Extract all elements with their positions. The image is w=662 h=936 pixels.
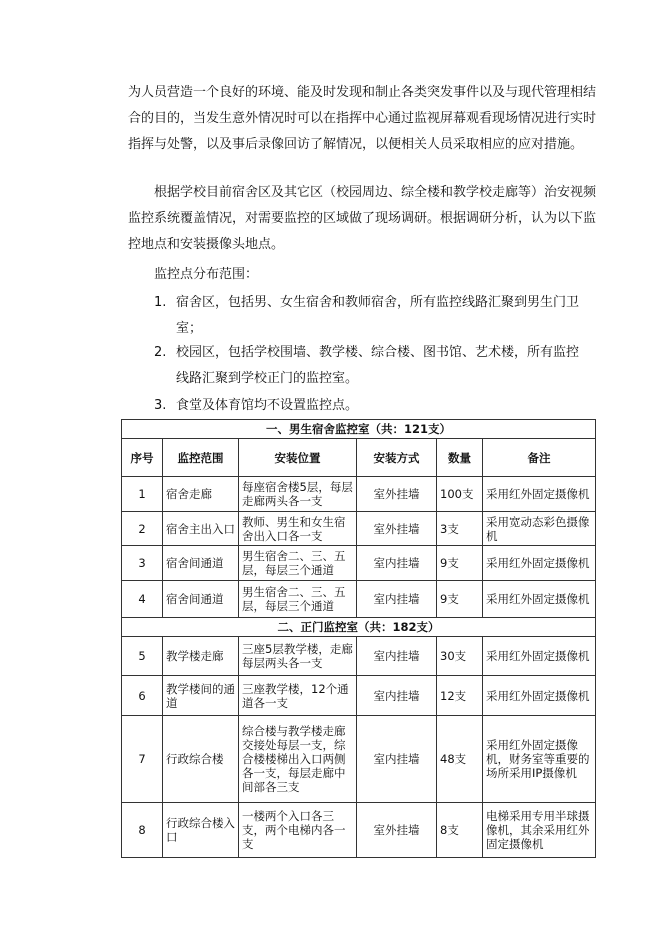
cell-range: 行政综合楼 [163,716,239,803]
cell-index: 4 [122,581,163,618]
cell-method: 室内挂墙 [357,637,437,676]
table-row [122,637,596,676]
cell-quantity: 3支 [437,512,483,546]
cell-method: 室内挂墙 [357,546,437,581]
cell-note: 采用宽动态彩色摄像机 [483,512,596,546]
table-row [122,716,596,803]
header-cell: 监控范围 [163,439,239,477]
cell-note: 采用红外固定摄像机 [483,637,596,676]
cell-index: 3 [122,546,163,581]
header-cell: 备注 [483,439,596,477]
header-cell: 安装方式 [357,439,437,477]
table-section-row [122,618,596,637]
cell-index: 8 [122,803,163,858]
cell-range: 教学楼间的通道 [163,676,239,716]
cell-range: 教学楼走廊 [163,637,239,676]
header-cell: 数量 [437,439,483,477]
cell-location: 每座宿舍楼5层，每层走廊两头各一支 [239,477,357,512]
cell-quantity: 30支 [437,637,483,676]
section-title: 二、正门监控室（共：182支） [122,618,596,637]
cell-note: 采用红外固定摄像机 [483,676,596,716]
cell-method: 室内挂墙 [357,581,437,618]
section-title: 一、男生宿舍监控室（共：121支） [122,420,596,439]
table-row [122,512,596,546]
list-number: 2. [154,345,167,360]
table-row [122,581,596,618]
cell-quantity: 9支 [437,581,483,618]
cell-location: 男生宿舍二、三、五层，每层三个通道 [239,581,357,618]
table-row [122,803,596,858]
cell-range: 宿舍间通道 [163,546,239,581]
cell-range: 宿舍走廊 [163,477,239,512]
cell-location: 男生宿舍二、三、五层，每层三个通道 [239,546,357,581]
cell-quantity: 48支 [437,716,483,803]
cell-method: 室外挂墙 [357,477,437,512]
cell-method: 室外挂墙 [357,803,437,858]
cell-quantity: 12支 [437,676,483,716]
cell-location: 三座5层教学楼，走廊每层两头各一支 [239,637,357,676]
cell-quantity: 100支 [437,477,483,512]
table-section-row [122,420,596,439]
cell-note: 采用红外固定摄像机 [483,546,596,581]
cell-location: 三座教学楼，12个通道各一支 [239,676,357,716]
header-cell: 序号 [122,439,163,477]
cell-index: 7 [122,716,163,803]
cell-method: 室内挂墙 [357,716,437,803]
header-cell: 安装位置 [239,439,357,477]
table-row [122,676,596,716]
table-header-row [122,439,596,477]
list-number: 3. [154,398,167,413]
cell-index: 2 [122,512,163,546]
cell-method: 室外挂墙 [357,512,437,546]
cell-note: 电梯采用专用半球摄像机，其余采用红外固定摄像机 [483,803,596,858]
paragraph-intro: 为人员营造一个良好的环境、能及时发现和制止各类突发事件以及与现代管理相结合的目的，当发生意外情况时可以在指挥中心通过监视屏幕观看现场情况进行实时指挥与处警，以及事后录像回访了解情况，以便相关人员采取相应的应对措施。 [128,85,597,152]
list-text: 校园区，包括学校围墙、教学楼、综合楼、图书馆、艺术楼，所有监控线路汇聚到学校正门的监控室。 [176,345,580,386]
cell-quantity: 8支 [437,803,483,858]
table-row [122,546,596,581]
cell-range: 行政综合楼入口 [163,803,239,858]
cell-location: 一楼两个入口各三支，两个电梯内各一支 [239,803,357,858]
paragraph-survey: 根据学校目前宿舍区及其它区（校园周边、综全楼和教学校走廊等）治安视频监控系统覆盖情况，对需要监控的区域做了现场调研。根据调研分析，认为以下监控地点和安装摄像头地点。 [128,185,597,252]
monitoring-table [121,419,596,858]
cell-index: 5 [122,637,163,676]
cell-note: 采用红外固定摄像机 [483,477,596,512]
table-row [122,477,596,512]
cell-note: 采用红外固定摄像机，财务室等重要的场所采用IP摄像机 [483,716,596,803]
cell-note: 采用红外固定摄像机 [483,581,596,618]
cell-location: 综合楼与教学楼走廊交接处每层一支，综合楼楼梯出入口两侧各一支，每层走廊中间部各三支 [239,716,357,803]
cell-location: 教师、男生和女生宿舍出入口各一支 [239,512,357,546]
list-number: 1. [154,295,167,310]
list-text: 宿舍区，包括男、女生宿舍和教师宿舍，所有监控线路汇聚到男生门卫室； [176,295,580,336]
cell-method: 室内挂墙 [357,676,437,716]
paragraph-scope-title: 监控点分布范围： [154,267,259,282]
cell-range: 宿舍间通道 [163,581,239,618]
cell-index: 1 [122,477,163,512]
list-text: 食堂及体育馆均不设置监控点。 [176,398,359,413]
cell-range: 宿舍主出入口 [163,512,239,546]
cell-index: 6 [122,676,163,716]
cell-quantity: 9支 [437,546,483,581]
